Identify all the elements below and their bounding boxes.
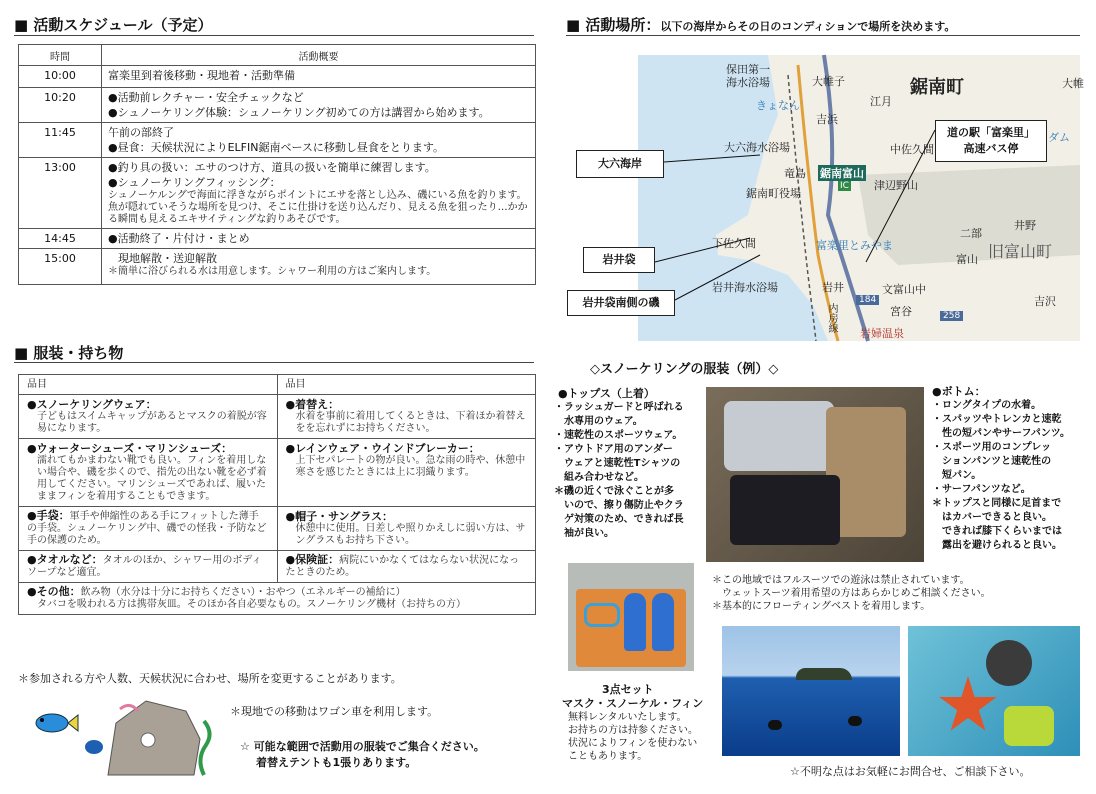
map-label: 大帷子: [812, 75, 845, 88]
map-label: 下佐久間: [712, 237, 756, 250]
bottom-line: ・スポーツ用のコンプレッ: [932, 442, 1052, 453]
bottom-text: [932, 399, 1092, 553]
bottom-line: ＊トップスと同様に足首まで: [932, 498, 1062, 509]
map-label: 井野: [1014, 219, 1036, 232]
gear-item-desc: タバコを吸われる方は携帯灰皿。そのほか各自必要なもの。スノーケリング機材（お持ちの方）: [37, 599, 466, 610]
bottom-line: ションパンツと速乾性の: [932, 456, 1052, 467]
map-label: 保田第一: [726, 63, 770, 76]
map-label: 文富山中: [882, 283, 926, 296]
fullsuit-note-1: ＊この地域ではフルスーツでの遊泳は禁止されています。: [712, 575, 970, 586]
map-label: 鋸南町: [910, 77, 964, 98]
bottom-line: はカバーできると良い。: [932, 512, 1052, 523]
gear-item-name: ●レインウェア・ウインドブレーカー：: [285, 442, 480, 455]
gear-header: 品目: [277, 375, 536, 395]
callout-iwaibukuro: 岩井袋: [583, 247, 655, 273]
schedule-time: 13:00: [19, 158, 102, 229]
gear-header: 品目: [19, 375, 278, 395]
tops-title: ●トップス（上着）: [558, 387, 655, 400]
map-label: 吉浜: [816, 113, 838, 126]
gear-item-desc: 上下セパレートの物が良い。急な雨の時や、休憩中寒さを感じたときには上に羽織ります。: [295, 455, 526, 478]
vest-note: ＊基本的にフローティングベストを着用します。: [712, 601, 931, 612]
schedule-line: 現地解散・送迎解散: [118, 252, 217, 265]
schedule-line: ●活動終了・片付け・まとめ: [108, 232, 250, 245]
child-head-shape: [986, 640, 1032, 686]
map-label: 184: [856, 295, 879, 305]
sea-snorkeling-photo: [722, 626, 900, 756]
gear-item-name: ●帽子・サングラス：: [285, 510, 393, 523]
map-label: 旧富山町: [988, 242, 1053, 261]
note-clothes-2: 着替えテントも1張りあります。: [256, 756, 417, 769]
island-shape: [796, 668, 852, 680]
gear-item-name: ●着替え：: [285, 398, 340, 411]
wear-title: ◇スノーケリングの服装（例）◇: [590, 362, 779, 377]
snorkel-set-photo: [568, 563, 694, 671]
map-label: 岩井: [822, 281, 844, 294]
fin-left-shape: [624, 593, 646, 651]
bottom-line: ・ロングタイプの水着。: [932, 400, 1042, 411]
bottom-line: ・スパッツやトレンカと速乾: [932, 414, 1062, 425]
starfish-shape: [938, 676, 998, 736]
map-label: 大帷: [1062, 77, 1084, 90]
map-label: 岩井海水浴場: [712, 281, 778, 294]
tops-line: いので、擦り傷防止やクラ: [554, 500, 684, 511]
map-label: 富楽里とみやま: [816, 239, 893, 252]
bottom-line: できれば膝下くらいまでは: [932, 526, 1062, 537]
tops-line: ウェアと速乾性Tシャツの: [554, 458, 681, 469]
gear-item-desc: 水着を事前に着用してくるときは、下着ほか着替えをを忘れずにお持ちください。: [295, 411, 526, 434]
note-change: ＊参加される方や人数、天候状況に合わせ、場所を変更することがあります。: [18, 672, 402, 685]
gear-item-desc: 病院にいかなくてはならない状況になったときのため。: [285, 555, 520, 578]
gear-item-name: ●手袋：: [27, 509, 70, 522]
set-line: 無料レンタルいたします。: [568, 712, 687, 723]
rashguard-shape: [724, 401, 834, 471]
tops-line: ゲ対策のため、できれば長: [554, 514, 684, 525]
fin-right-shape: [652, 593, 674, 651]
map-label: 吉沢: [1034, 295, 1056, 308]
map-label: 富山: [956, 253, 978, 266]
callout-iwaibukuro-south: 岩井袋南側の磯: [567, 290, 675, 316]
gear-item-desc: 子どもはスイムキャップがあるとマスクの着脱が容易になります。: [37, 411, 267, 434]
note-wagon: ＊現地での移動はワゴン車を利用します。: [230, 705, 439, 718]
gear-item-desc: 軍手や伸縮性のある手にフィットした薄手の手袋。シュノーケリング中、磯での怪我・予防など手の保護のため。: [27, 511, 267, 546]
map-label: 鋸南富山: [820, 167, 864, 180]
tops-line: 水専用のウェア。: [554, 416, 643, 427]
set-line: こともあります。: [568, 751, 648, 762]
map-label: 二部: [960, 227, 982, 240]
set-text: [568, 711, 698, 763]
map-label: きょなん: [756, 99, 800, 112]
map-label: 中佐久間: [890, 143, 934, 156]
callout-ooroku: 大六海岸: [576, 150, 664, 178]
gear-item-desc: 休憩中に使用。日差しや照りかえしに弱い方は、サングラスもお持ち下さい。: [295, 523, 526, 546]
gear-item-name: ●スノーケリングウェア：: [27, 398, 157, 411]
map-label: IC: [840, 181, 849, 191]
schedule-time: 10:00: [19, 66, 102, 88]
tops-text: [554, 401, 704, 541]
schedule-line: シュノーケルングで海面に浮きながらポイントにエサを落とし込み、磯にいる魚を釣ります。魚が隠れていそうな場所を見つけ、そこに仕掛けを送り込んだり、見える魚を狙ったり…かかる瞬間も見えるエキサイティングな釣りあそびです。: [108, 190, 528, 225]
gear-item-desc: タオルのほか、シャワー用のボディソープなど適宜。: [27, 555, 262, 578]
schedule-title: ■ 活動スケジュール（予定）: [14, 16, 213, 34]
note-clothes-1: ☆ 可能な範囲で活動用の服装でご集合ください。: [240, 740, 485, 753]
set-title: 3点セット: [602, 683, 654, 696]
tops-line: 組み合わせなど。: [554, 472, 644, 483]
callout-michinoeki-line2: 高速バス停: [963, 142, 1019, 155]
map-label: 竜島: [784, 167, 806, 180]
bottom-line: 性の短パンやサーフパンツ。: [932, 428, 1070, 439]
map-label: 津辺野山: [874, 179, 918, 192]
map-label: 大六海水浴場: [724, 141, 790, 154]
map-label: ダム: [1048, 131, 1070, 144]
contact-note: ☆不明な点はお気軽にお問合せ、ご相談下さい。: [790, 765, 1031, 778]
schedule-line: ●釣り具の扱い：エサのつけ方、道具の扱いを簡単に練習します。: [108, 161, 436, 174]
map-label: 内房線: [826, 303, 837, 333]
tops-line: 袖が良い。: [554, 528, 614, 539]
schedule-line: 午前の部終了: [108, 126, 174, 139]
tops-line: ・アウトドア用のアンダー: [554, 444, 673, 455]
set-line: 状況によりフィンを使わない: [568, 738, 698, 749]
gear-item-name: ●タオルなど：: [27, 553, 103, 566]
mask-shape: [584, 603, 620, 627]
map-label: 江月: [870, 95, 892, 108]
fullsuit-note-2: ウェットスーツ着用希望の方はあらかじめご相談ください。: [712, 588, 991, 599]
tops-line: ＊磯の近くで泳ぐことが多: [554, 486, 674, 497]
bottom-line: 露出を避けられると良い。: [932, 540, 1062, 551]
map-label: 258: [940, 311, 963, 321]
schedule-line: ●活動前レクチャー・安全チェックなど: [108, 91, 304, 104]
vest-shape: [1004, 706, 1054, 746]
gear-item-desc: 濡れてもかまわない靴でも良い。フィンを着用しない場合や、磯を歩くので、指先の出ない靴を必ず着用してください。マリンシューズであれば、履いたままフィンを着用することもできます。: [37, 455, 267, 502]
child-starfish-photo: [908, 626, 1080, 756]
schedule-time: 10:20: [19, 88, 102, 123]
gear-item-name: ●その他：: [27, 585, 81, 598]
swimmer-shape: [848, 716, 862, 726]
set-line: お持ちの方は持参ください。: [568, 725, 698, 736]
schedule-time: 15:00: [19, 249, 102, 285]
bottom-title: ●ボトム：: [932, 385, 986, 398]
gear-item-name: ●ウォーターシューズ・マリンシューズ：: [27, 442, 233, 455]
gear-item-name: ●保険証：: [285, 553, 340, 566]
tops-line: ・ラッシュガードと呼ばれる: [554, 402, 684, 413]
tops-line: ・速乾性のスポーツウェア。: [554, 430, 683, 441]
place-title-sub: 以下の海岸からその日のコンディションで場所を決めます。: [660, 20, 956, 33]
schedule-line: ●昼食：天候状況によりELFIN鋸南ベースに移動し昼食をとります。: [108, 141, 445, 154]
bottom-line: 短パン。: [932, 470, 982, 481]
schedule-line: 富楽里到着後移動・現地着・活動準備: [108, 69, 295, 82]
leggings-shape: [730, 475, 840, 545]
swimmer-shape: [768, 720, 782, 730]
place-title-main: ■ 活動場所：: [566, 16, 661, 34]
gear-item-desc: 飲み物（水分は十分にお持ちください）・おやつ（エネルギーの補給に）: [80, 587, 406, 598]
schedule-header-activity: 活動概要: [102, 45, 536, 66]
map-label: 海水浴場: [726, 76, 770, 89]
schedule-line: ＊簡単に浴びられる水は用意します。シャワー利用の方はご案内します。: [108, 266, 437, 277]
clothes-photo: [706, 387, 924, 562]
gear-title: ■ 服装・持ち物: [14, 344, 124, 362]
schedule-time: 11:45: [19, 123, 102, 158]
callout-michinoeki-line1: 道の駅「富楽里」: [947, 126, 1035, 139]
map-label: 宮谷: [890, 305, 912, 318]
bottom-line: ・サーフパンツなど。: [932, 484, 1031, 495]
map-label: 鋸南町役場: [746, 187, 801, 200]
schedule-time: 14:45: [19, 229, 102, 249]
set-items: マスク・スノーケル・フィン: [562, 697, 704, 710]
schedule-line: ●シュノーケリング体験：シュノーケリング初めての方は講習から始めます。: [108, 106, 490, 119]
schedule-line: ●シュノーケリングフィッシング：: [108, 176, 281, 189]
map-label: 岩婦温泉: [860, 327, 904, 340]
schedule-header-time: 時間: [19, 45, 102, 66]
